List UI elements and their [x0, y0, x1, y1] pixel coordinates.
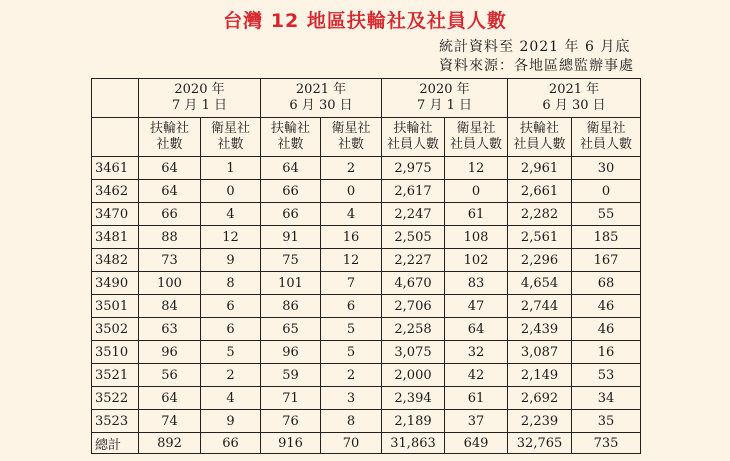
- district-code: 3461: [92, 157, 139, 180]
- table-body: [92, 157, 641, 454]
- table-cell: 71: [261, 387, 321, 410]
- period-header: [508, 79, 641, 118]
- district-code: 3470: [92, 203, 139, 226]
- table-cell: 2,282: [508, 203, 572, 226]
- table-cell: 5: [321, 341, 382, 364]
- table-cell: 2,661: [508, 180, 572, 203]
- table-cell: 2,000: [382, 364, 445, 387]
- table-cell: 5: [321, 318, 382, 341]
- table-cell: 64: [139, 157, 201, 180]
- table-cell: 0: [572, 180, 641, 203]
- table-cell: 6: [201, 295, 261, 318]
- period-year: 2020 年: [419, 82, 470, 97]
- subcolumn-line2: 社員人數: [513, 137, 566, 152]
- table-cell: 64: [139, 387, 201, 410]
- total-cell: 70: [321, 433, 382, 454]
- table-cell: 64: [445, 318, 508, 341]
- table-cell: 0: [445, 180, 508, 203]
- subcolumn-header: [139, 118, 201, 157]
- table-cell: 4: [201, 203, 261, 226]
- district-code: 3523: [92, 410, 139, 433]
- table-cell: 2: [201, 364, 261, 387]
- table-cell: 3: [321, 387, 382, 410]
- table-cell: 30: [572, 157, 641, 180]
- table-cell: 68: [572, 272, 641, 295]
- table-cell: 32: [445, 341, 508, 364]
- table-cell: 2,692: [508, 387, 572, 410]
- district-code: 3510: [92, 341, 139, 364]
- period-date: 6 月 30 日: [289, 98, 353, 113]
- table-cell: 2,227: [382, 249, 445, 272]
- table-cell: 8: [201, 272, 261, 295]
- header-blank-cell: [92, 118, 139, 157]
- total-label: 總計: [92, 433, 139, 454]
- subcolumn-header: [572, 118, 641, 157]
- table-cell: 0: [321, 180, 382, 203]
- subcolumn-line2: 社員人數: [450, 137, 503, 152]
- district-code: 3462: [92, 180, 139, 203]
- data-cutoff-note: 統計資料至 2021 年 6 月底: [439, 39, 631, 55]
- table-row: [92, 295, 641, 318]
- table-row: [92, 226, 641, 249]
- table-cell: 2,247: [382, 203, 445, 226]
- table-cell: 2,258: [382, 318, 445, 341]
- table-cell: 42: [445, 364, 508, 387]
- district-code: 3521: [92, 364, 139, 387]
- table-cell: 2,296: [508, 249, 572, 272]
- table-cell: 6: [201, 318, 261, 341]
- table-cell: 2,961: [508, 157, 572, 180]
- table-cell: 73: [139, 249, 201, 272]
- table-cell: 2: [321, 157, 382, 180]
- table-cell: 1: [201, 157, 261, 180]
- table-cell: 65: [261, 318, 321, 341]
- header-row-periods: [92, 79, 641, 118]
- table-cell: 2,706: [382, 295, 445, 318]
- subcolumn-line2: 社員人數: [387, 137, 440, 152]
- period-date: 7 月 1 日: [172, 98, 227, 113]
- subcolumn-line1: 衛星社: [211, 121, 251, 136]
- subcolumn-line1: 衛星社: [456, 121, 496, 136]
- table-cell: 167: [572, 249, 641, 272]
- total-row: [92, 433, 641, 454]
- total-cell: 31,863: [382, 433, 445, 454]
- table-cell: 66: [139, 203, 201, 226]
- total-cell: 32,765: [508, 433, 572, 454]
- header-row-subcolumns: [92, 118, 641, 157]
- table-cell: 91: [261, 226, 321, 249]
- district-code: 3502: [92, 318, 139, 341]
- table-row: [92, 318, 641, 341]
- table-cell: 108: [445, 226, 508, 249]
- table-cell: 47: [445, 295, 508, 318]
- table-cell: 64: [261, 157, 321, 180]
- table-cell: 2,394: [382, 387, 445, 410]
- table-cell: 74: [139, 410, 201, 433]
- table-cell: 3,087: [508, 341, 572, 364]
- subcolumn-line2: 社數: [338, 137, 365, 152]
- subcolumn-header: [201, 118, 261, 157]
- header-corner-cell: [92, 79, 139, 118]
- total-cell: 66: [201, 433, 261, 454]
- total-cell: 735: [572, 433, 641, 454]
- table-cell: 12: [445, 157, 508, 180]
- district-code: 3481: [92, 226, 139, 249]
- subcolumn-line1: 衛星社: [586, 121, 626, 136]
- table-cell: 2,975: [382, 157, 445, 180]
- table-cell: 83: [445, 272, 508, 295]
- table-cell: 100: [139, 272, 201, 295]
- table-cell: 61: [445, 387, 508, 410]
- table-cell: 35: [572, 410, 641, 433]
- subcolumn-header: [382, 118, 445, 157]
- table-cell: 12: [321, 249, 382, 272]
- table-cell: 34: [572, 387, 641, 410]
- table-cell: 2,149: [508, 364, 572, 387]
- subcolumn-line2: 社數: [277, 137, 304, 152]
- subcolumn-line1: 扶輪社: [393, 121, 433, 136]
- table-row: [92, 387, 641, 410]
- district-code: 3501: [92, 295, 139, 318]
- page-title: 台灣 12 地區扶輪社及社員人數: [223, 10, 507, 32]
- subcolumn-line1: 衛星社: [331, 121, 371, 136]
- table-cell: 46: [572, 318, 641, 341]
- table-cell: 9: [201, 249, 261, 272]
- table-cell: 185: [572, 226, 641, 249]
- period-header: [261, 79, 382, 118]
- table-cell: 0: [201, 180, 261, 203]
- data-source-note: 資料來源：各地區總監辦事處: [439, 58, 634, 74]
- table-cell: 61: [445, 203, 508, 226]
- period-header: [382, 79, 508, 118]
- table-row: [92, 341, 641, 364]
- district-code: 3490: [92, 272, 139, 295]
- table-cell: 96: [261, 341, 321, 364]
- table-cell: 86: [261, 295, 321, 318]
- subcolumn-line2: 社數: [217, 137, 244, 152]
- table-cell: 12: [201, 226, 261, 249]
- table-cell: 66: [261, 203, 321, 226]
- period-date: 6 月 30 日: [542, 98, 606, 113]
- table-cell: 75: [261, 249, 321, 272]
- district-code: 3482: [92, 249, 139, 272]
- table-cell: 6: [321, 295, 382, 318]
- table-cell: 84: [139, 295, 201, 318]
- table-cell: 4: [321, 203, 382, 226]
- table-cell: 2,439: [508, 318, 572, 341]
- table-cell: 66: [261, 180, 321, 203]
- table-cell: 53: [572, 364, 641, 387]
- table-cell: 8: [321, 410, 382, 433]
- table-cell: 4,654: [508, 272, 572, 295]
- table-row: [92, 364, 641, 387]
- table-cell: 2: [321, 364, 382, 387]
- subcolumn-header: [445, 118, 508, 157]
- table-cell: 2,505: [382, 226, 445, 249]
- table-row: [92, 180, 641, 203]
- rotary-club-table: [91, 78, 641, 454]
- table-cell: 63: [139, 318, 201, 341]
- table-cell: 2,561: [508, 226, 572, 249]
- table-cell: 56: [139, 364, 201, 387]
- table-cell: 2,189: [382, 410, 445, 433]
- table-cell: 37: [445, 410, 508, 433]
- table-row: [92, 410, 641, 433]
- period-date: 7 月 1 日: [417, 98, 472, 113]
- subcolumn-header: [508, 118, 572, 157]
- total-cell: 892: [139, 433, 201, 454]
- period-year: 2020 年: [174, 82, 225, 97]
- district-code: 3522: [92, 387, 139, 410]
- subcolumn-header: [321, 118, 382, 157]
- source-note: [439, 38, 634, 76]
- table-cell: 55: [572, 203, 641, 226]
- table-cell: 2,239: [508, 410, 572, 433]
- subcolumn-line1: 扶輪社: [520, 121, 560, 136]
- subcolumn-line2: 社員人數: [580, 137, 633, 152]
- subcolumn-header: [261, 118, 321, 157]
- table-cell: 96: [139, 341, 201, 364]
- table-row: [92, 157, 641, 180]
- table-cell: 16: [321, 226, 382, 249]
- table-cell: 64: [139, 180, 201, 203]
- table-cell: 16: [572, 341, 641, 364]
- table-cell: 102: [445, 249, 508, 272]
- table-cell: 4: [201, 387, 261, 410]
- table-cell: 2,617: [382, 180, 445, 203]
- table-cell: 9: [201, 410, 261, 433]
- total-cell: 916: [261, 433, 321, 454]
- table-cell: 59: [261, 364, 321, 387]
- period-header: [139, 79, 261, 118]
- table-cell: 3,075: [382, 341, 445, 364]
- subcolumn-line1: 扶輪社: [271, 121, 311, 136]
- table-row: [92, 249, 641, 272]
- table-cell: 5: [201, 341, 261, 364]
- table-cell: 7: [321, 272, 382, 295]
- total-cell: 649: [445, 433, 508, 454]
- table-cell: 46: [572, 295, 641, 318]
- table-cell: 101: [261, 272, 321, 295]
- period-year: 2021 年: [548, 82, 600, 97]
- table-row: [92, 203, 641, 226]
- table-row: [92, 272, 641, 295]
- subcolumn-line2: 社數: [156, 137, 183, 152]
- table-cell: 4,670: [382, 272, 445, 295]
- subcolumn-line1: 扶輪社: [149, 121, 189, 136]
- table-cell: 88: [139, 226, 201, 249]
- table-cell: 76: [261, 410, 321, 433]
- period-year: 2021 年: [295, 82, 347, 97]
- table-cell: 2,744: [508, 295, 572, 318]
